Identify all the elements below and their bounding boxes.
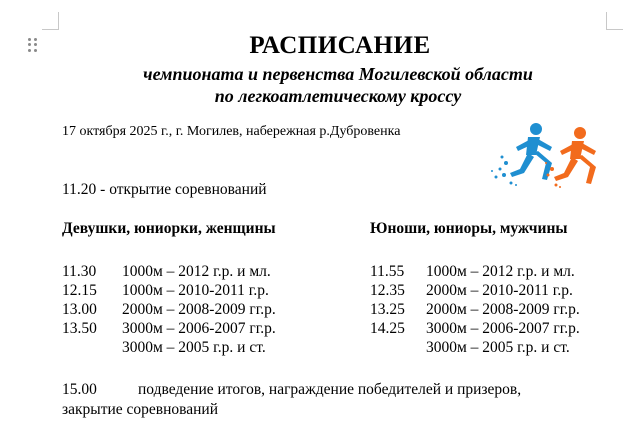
race-time: 13.50 — [62, 320, 97, 337]
schedule-men — [370, 262, 580, 357]
race-event: 1000м – 2012 г.р. и мл. — [426, 263, 575, 280]
race-event: 1000м – 2012 г.р. и мл. — [122, 263, 271, 280]
race-time: 13.25 — [370, 301, 405, 318]
date-location-line: 17 октября 2025 г., г. Могилев, набережная р.Дубровенка — [62, 124, 401, 139]
schedule-row — [370, 319, 580, 338]
race-event: 3000м – 2005 г.р. и ст. — [122, 339, 266, 356]
page-title: РАСПИСАНИЕ — [249, 32, 431, 59]
race-event: 2000м – 2008-2009 гг.р. — [122, 301, 276, 318]
schedule-row — [62, 300, 276, 319]
schedule-row — [370, 262, 580, 281]
race-time: 13.00 — [62, 301, 97, 318]
page-corner-mark-left-h — [42, 29, 59, 30]
page-corner-mark-right — [606, 12, 607, 30]
schedule-row — [62, 281, 276, 300]
race-event: 3000м – 2006-2007 гг.р. — [122, 320, 276, 337]
race-time: 11.30 — [62, 263, 97, 280]
schedule-row — [370, 300, 580, 319]
opening-ceremony: 11.20 - открытие соревнований — [62, 181, 267, 198]
race-time — [62, 338, 122, 357]
schedule-row — [62, 262, 276, 281]
schedule-row — [62, 319, 276, 338]
race-event: 2000м – 2008-2009 гг.р. — [426, 301, 580, 318]
heading-women: Девушки, юниорки, женщины — [62, 220, 276, 237]
race-time: 12.15 — [62, 282, 97, 299]
race-event: 1000м – 2010-2011 г.р. — [122, 282, 269, 299]
race-time: 11.55 — [370, 263, 405, 280]
subtitle-line-2: по легкоатлетическому кроссу — [214, 86, 462, 106]
schedule-women — [62, 262, 276, 357]
race-time: 12.35 — [370, 282, 405, 299]
closing-ceremony — [62, 380, 521, 420]
page-corner-mark-left — [58, 12, 59, 30]
race-event: 3000м – 2005 г.р. и ст. — [426, 339, 570, 356]
race-time: 14.25 — [370, 320, 405, 337]
subtitle-line-1: чемпионата и первенства Могилевской области — [143, 64, 533, 84]
schedule-row — [370, 281, 580, 300]
race-event: 2000м – 2010-2011 г.р. — [426, 282, 573, 299]
schedule-row — [62, 338, 276, 357]
closing-time: 15.00 — [62, 381, 97, 398]
heading-men: Юноши, юниоры, мужчины — [370, 220, 568, 237]
closing-text-2: закрытие соревнований — [62, 401, 219, 418]
schedule-row — [370, 338, 580, 357]
page-corner-mark-right-h — [606, 29, 623, 30]
closing-text: подведение итогов, награждение победителей и призеров, — [138, 381, 522, 398]
race-event: 3000м – 2006-2007 гг.р. — [426, 320, 580, 337]
race-time — [370, 338, 426, 357]
runners-illustration[interactable] — [476, 113, 610, 193]
